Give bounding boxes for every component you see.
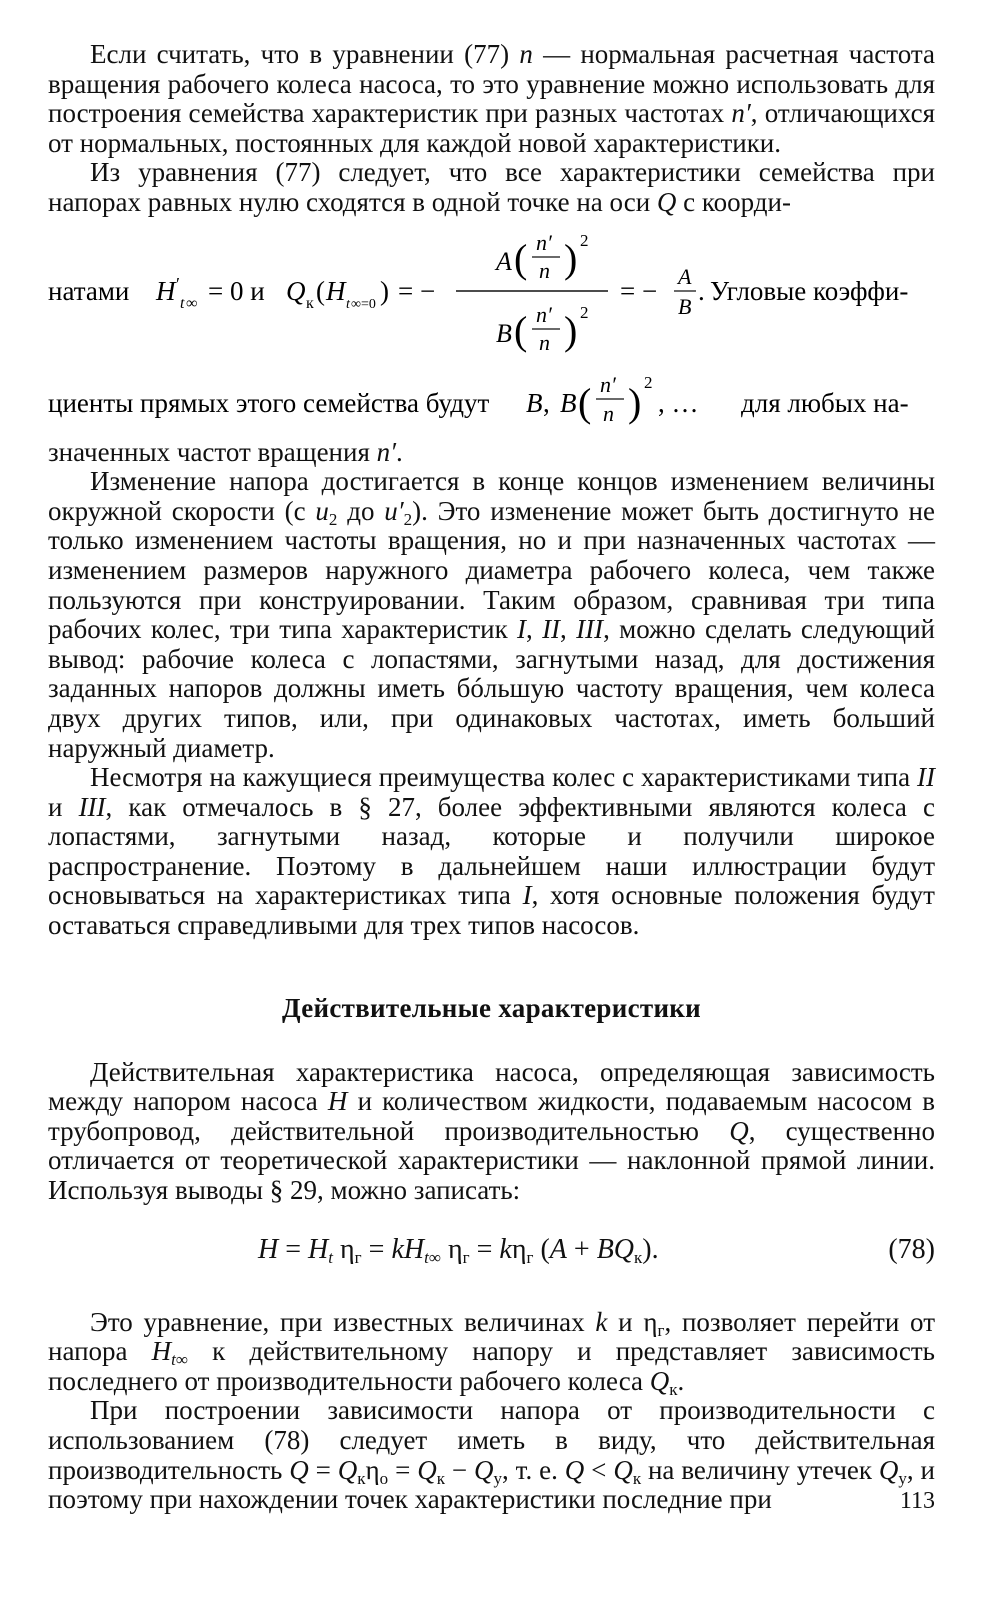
svg-text:n′: n′ <box>536 229 552 255</box>
paragraph-5: Действительная характеристика насоса, определяющая зависимость между напором насоса H и количеством жидкости, подаваемым насосом в трубопровод, действительной производительностью Q, существенно отличается от теоретической характеристики — наклонной прямой линии. Используя выводы § 29, можно записать: <box>48 1056 935 1206</box>
paragraph-6: Это уравнение, при известных величинах k и $\eta_г$, позволяет перейти от напора $H_{t\infty}$ к действительному напору и представляет зависимость последнего от производительности рабочего колеса $Q_к$. <box>48 1306 936 1399</box>
svg-text:A: A <box>678 263 692 289</box>
paragraph-2-start: Из уравнения (77) следует, что все характеристики семейства при напорах равных нулю сходятся в одной точке на оси Q с коорди- <box>48 157 935 217</box>
equation-number: (78) <box>888 1233 935 1265</box>
equation-body: $H = H_t$ $\eta_г = kH_{t\infty}$ $\eta_г = k\eta_г$ $(A + BQ_к)$. <box>258 1233 659 1267</box>
svg-text:(: ( <box>514 307 528 353</box>
svg-text:(: ( <box>316 275 325 306</box>
svg-text:∞: ∞ <box>186 294 198 312</box>
svg-text:(: ( <box>578 379 592 425</box>
svg-text:): ) <box>564 235 578 281</box>
paragraph-4: Несмотря на кажущиеся преимущества колес с характеристиками типа II и III, как отмечалось в § 27, более эффективными являются колеса с лопастями, загнутыми назад, которые и получили широкое распространение. Поэтому в дальнейшем наши иллюстрации будут основываться на характеристиках типа I, хотя основные положения будут оставаться справедливыми для трех типов насосов. <box>48 762 936 941</box>
page-content <box>48 40 935 1515</box>
svg-text:B: B <box>678 293 692 319</box>
svg-text:n′: n′ <box>536 301 552 327</box>
svg-text:H: H <box>326 275 346 306</box>
paragraph-7: При построении зависимости напора от производительности с использованием (78) следует иметь в виду, что действительная производительность $Q = Q_к\eta_о = Q_к - Q_у$, т. е. $Q < Q_к$ на величину утечек $Q_у$, и поэтому при нахождении точек характеристики последние при <box>48 1395 936 1515</box>
svg-text:′: ′ <box>176 273 180 294</box>
svg-text:H: H <box>156 275 176 306</box>
paragraph-1: Если считать, что в уравнении (77) n — нормальная расчетная частота вращения рабочего колеса насоса, то это уравнение можно использовать для построения семейства характеристик при разных частотах n′, отличающихся от нормальных, постоянных для каждой новой характеристики. <box>48 39 936 158</box>
svg-text:= −: = − <box>398 275 436 306</box>
page-number: 113 <box>899 1488 935 1514</box>
natami-text: натами <box>48 275 130 306</box>
svg-text:.: . <box>698 275 705 306</box>
svg-text:t: t <box>346 296 350 312</box>
coordinates-formula <box>48 218 935 368</box>
svg-text:n: n <box>603 400 614 426</box>
section-heading: Действительные характеристики <box>281 992 702 1023</box>
svg-text:,: , <box>543 387 550 418</box>
svg-text:= −: = − <box>620 275 658 306</box>
svg-text:): ) <box>380 275 389 306</box>
svg-text:∞=0: ∞=0 <box>351 296 376 312</box>
svg-text:B: B <box>560 387 577 418</box>
paragraph-3: Изменение напора достигается в конце концов изменением величины окружной скорости (с $u_2$ до $u'_2$). Это изменение может быть достигнуто не только изменением частоты вращения, но и при назначенных частотах — изменением размеров наружного диаметра рабочего колеса, чем также пользуются при конструировании. Таким образом, сравнивая три типа рабочих колес, три типа характеристик I, II, III, можно сделать следующий вывод: рабочие колеса с лопастями, загнутыми назад, для достижения заданных напоров должны иметь бóльшую частоту вращения, чем колеса двух других типов, или, при одинаковых частотах, иметь больший наружный диаметр. <box>48 466 935 763</box>
paragraph-2-end: значенных частот вращения n′. <box>48 436 403 467</box>
uglovye-text: Угловые коэффи- <box>710 275 909 306</box>
svg-text:n: n <box>539 329 550 355</box>
svg-text:2: 2 <box>580 302 589 322</box>
svg-text:): ) <box>564 307 578 353</box>
coefficients-line <box>48 368 935 438</box>
fraction-formula-svg <box>48 218 935 368</box>
svg-text:(: ( <box>514 235 528 281</box>
svg-text:t: t <box>180 294 185 312</box>
coefficients-svg <box>48 368 935 438</box>
svg-text:n: n <box>539 257 550 283</box>
svg-text:к: к <box>306 294 314 312</box>
svg-text:Q: Q <box>286 275 306 306</box>
svg-text:2: 2 <box>644 372 653 392</box>
svg-text:= 0 и: = 0 и <box>208 275 265 306</box>
svg-text:для любых на-: для любых на- <box>741 387 909 418</box>
svg-text:циенты прямых этого семейства: циенты прямых этого семейства будут <box>48 387 490 418</box>
svg-text:): ) <box>628 379 642 425</box>
svg-text:A: A <box>496 246 512 276</box>
svg-text:2: 2 <box>580 230 589 250</box>
svg-text:n′: n′ <box>600 371 616 397</box>
svg-text:B: B <box>496 318 512 348</box>
equation-78 <box>48 1226 935 1282</box>
svg-text:, …: , … <box>658 387 699 418</box>
svg-text:B: B <box>526 387 543 418</box>
